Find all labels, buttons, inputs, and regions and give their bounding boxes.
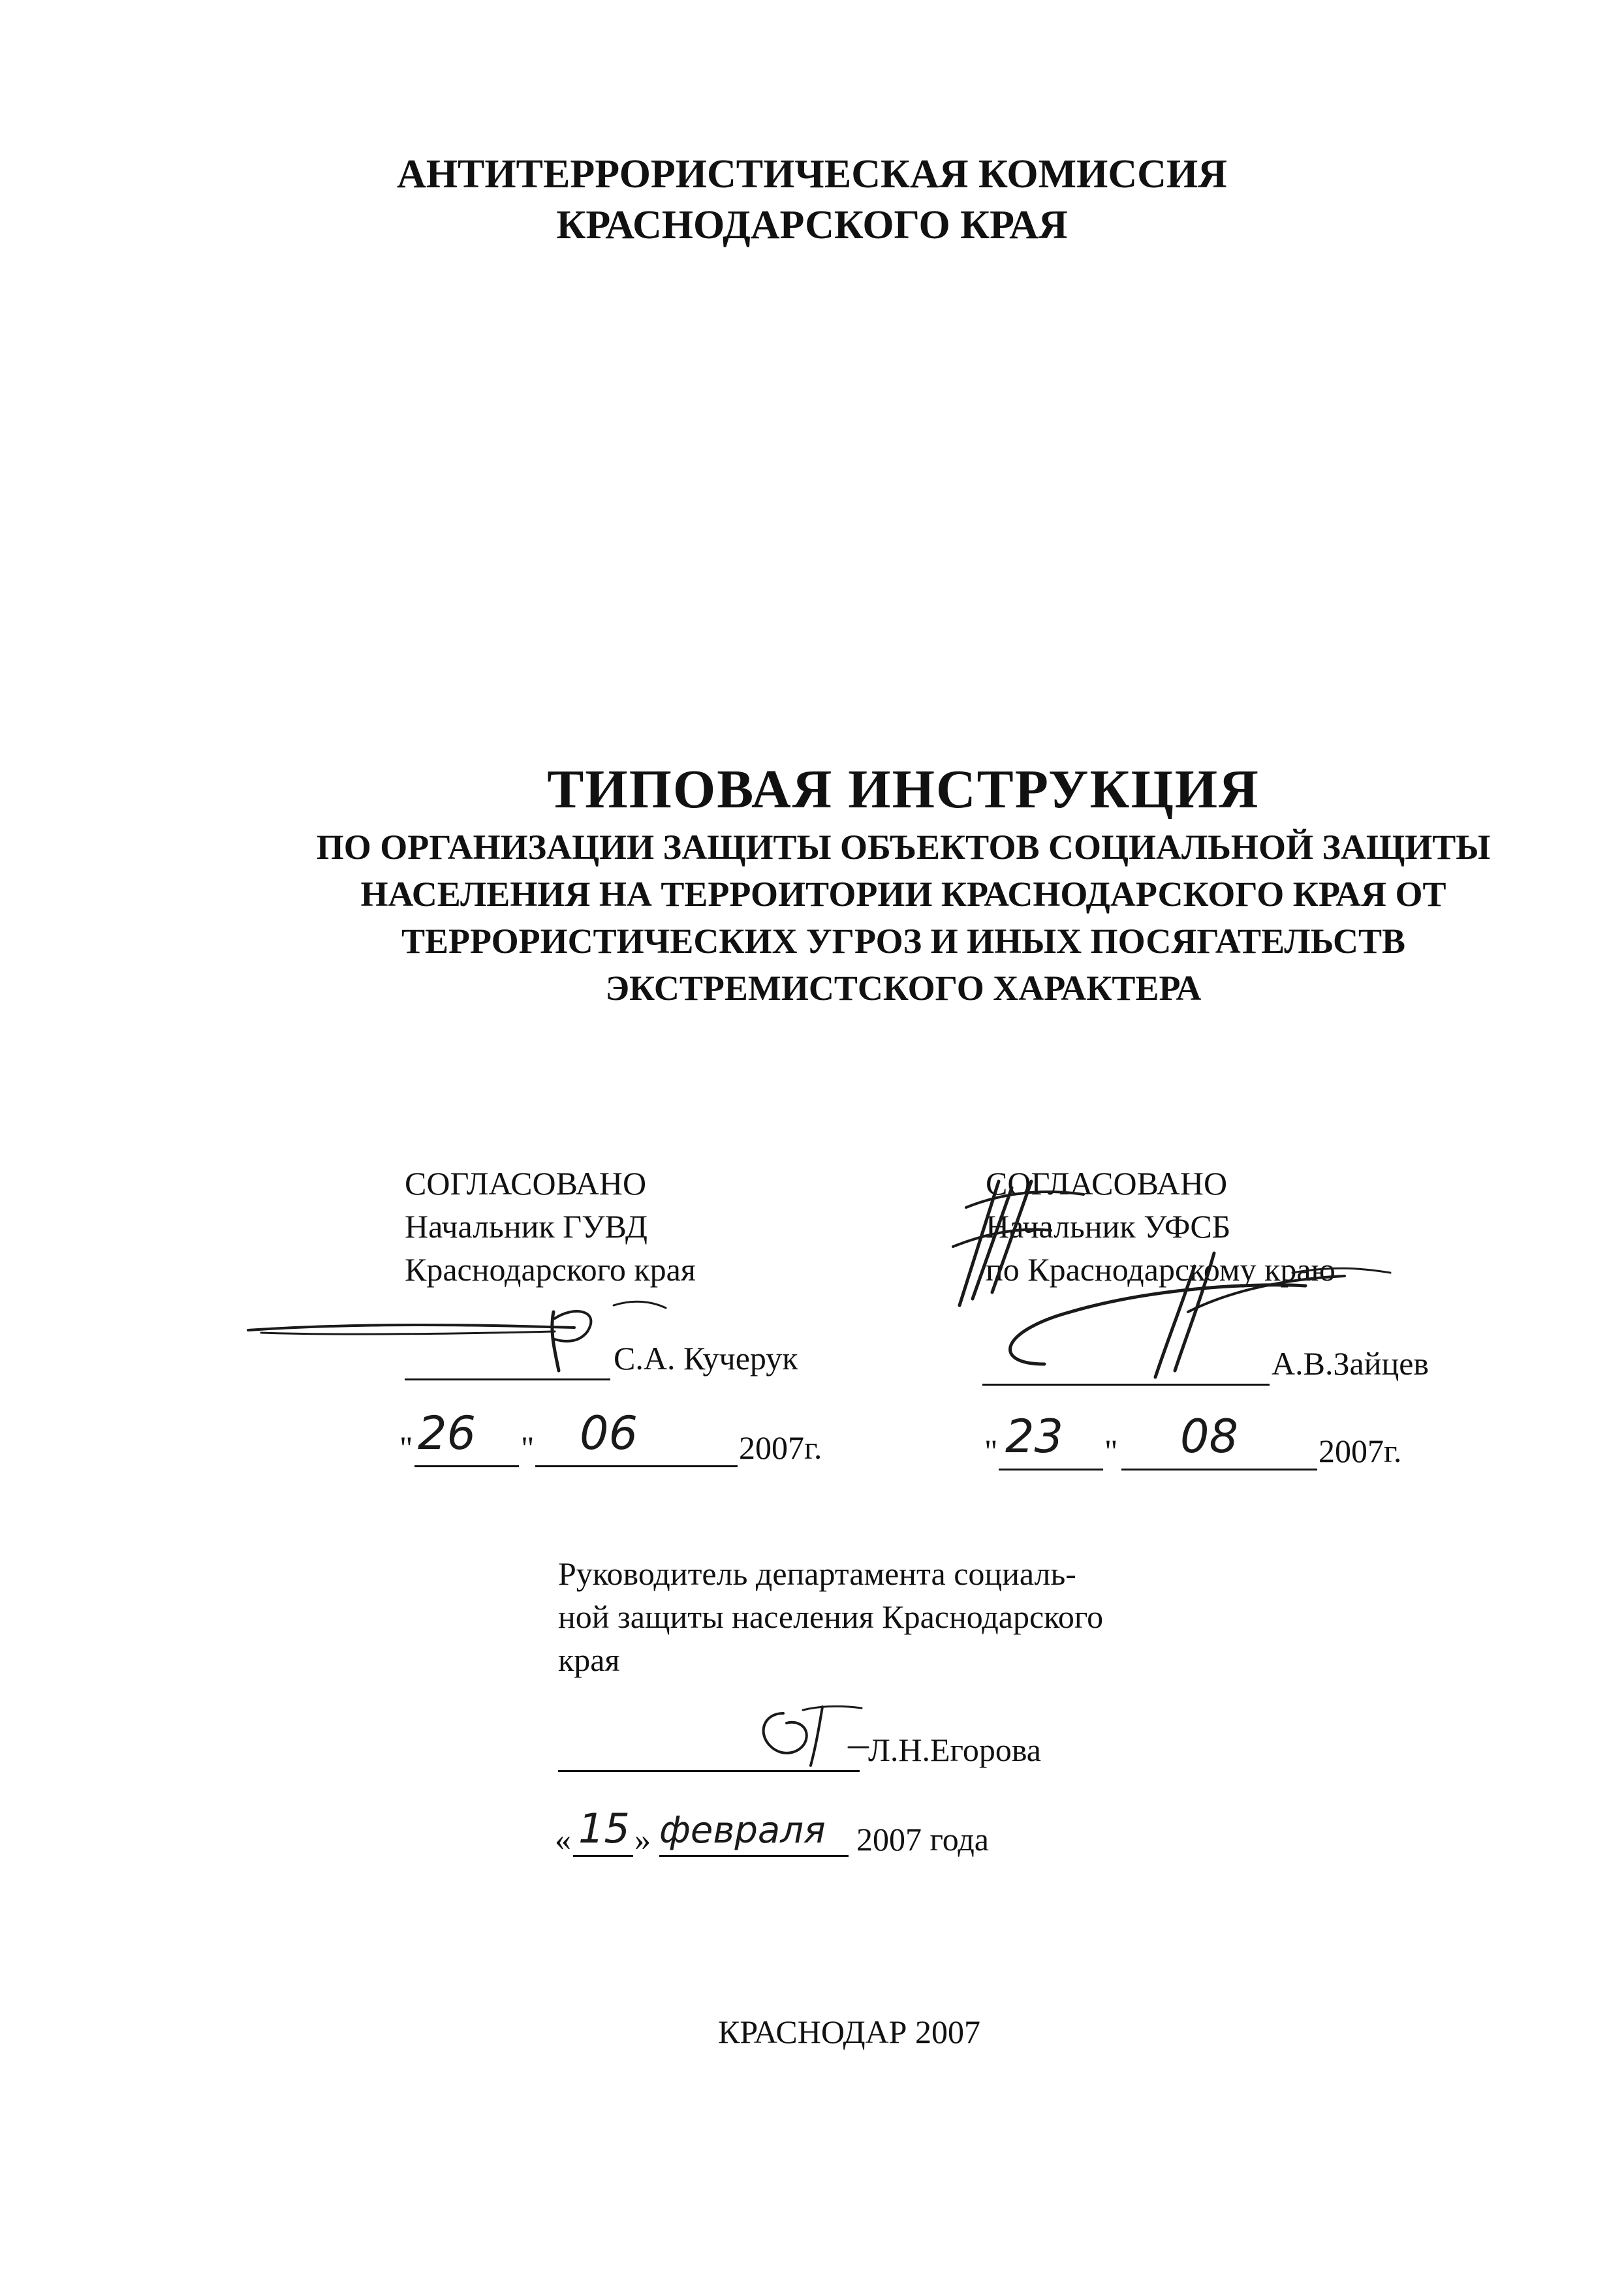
org-line-2: КРАСНОДАРСКОГО КРАЯ (556, 203, 1068, 247)
approval-block-left (405, 1162, 696, 1291)
subtitle-line-4: ЭКСТРЕМИСТСКОГО ХАРАКТЕРА (605, 969, 1202, 1008)
date-right-open-quote: " (984, 1433, 998, 1469)
approval-right-position-1: Начальник УФСБ (986, 1208, 1231, 1245)
approval-right-heading: СОГЛАСОВАНО (986, 1165, 1228, 1202)
signatory-name-left: С.А. Кучерук (614, 1340, 798, 1377)
date-left-year: 2007г. (739, 1429, 822, 1466)
footer-place-year: КРАСНОДАР 2007 (718, 2014, 980, 2050)
department-head-name: Л.Н.Егорова (868, 1732, 1041, 1768)
date-bottom-day-line (573, 1855, 633, 1857)
subtitle-line-1: ПО ОРГАНИЗАЦИИ ЗАЩИТЫ ОБЪЕКТОВ СОЦИАЛЬНОЙ ЗАЩИТЫ (316, 828, 1491, 867)
date-bottom-year: 2007 года (856, 1821, 989, 1858)
department-head-position-2: ной защиты населения Краснодарского (558, 1598, 1104, 1635)
date-left-day-handwritten: 26 (418, 1407, 476, 1460)
signature-egorova (751, 1700, 881, 1772)
org-line-1: АНТИТЕРРОРИСТИЧЕСКАЯ КОМИССИЯ (397, 152, 1227, 196)
title-main: ТИПОВАЯ ИНСТРУКЦИЯ (547, 759, 1260, 820)
department-head-position-3: края (558, 1641, 620, 1678)
document-subtitle (91, 824, 1624, 1012)
signature-kucheruk (248, 1279, 692, 1390)
date-bottom-open-quote: « (555, 1821, 571, 1858)
date-right-year: 2007г. (1319, 1433, 1402, 1469)
date-right-month-line (1121, 1469, 1317, 1470)
date-bottom-month-handwritten: февраля (659, 1809, 826, 1852)
approval-left-position-1: Начальник ГУВД (405, 1208, 648, 1245)
department-head-block (558, 1552, 1103, 1681)
date-bottom-close-quote: » (634, 1821, 651, 1858)
date-left-open-quote: " (399, 1429, 413, 1466)
date-bottom-day-handwritten: 15 (578, 1805, 630, 1852)
signature-zaitsev (940, 1168, 1436, 1403)
organization-header (0, 149, 1624, 251)
department-head-position-1: Руководитель департамента социаль- (558, 1555, 1076, 1592)
date-right-day-handwritten: 23 (1005, 1410, 1064, 1463)
date-right-close-quote: " (1104, 1433, 1118, 1469)
date-right-month-handwritten: 08 (1180, 1410, 1239, 1463)
date-right-day-line (999, 1469, 1103, 1470)
approval-left-heading: СОГЛАСОВАНО (405, 1165, 647, 1202)
document-title (91, 757, 1624, 822)
date-bottom-month-line (659, 1855, 849, 1857)
approval-right-position-2: по Краснодарскому краю (986, 1251, 1335, 1288)
date-left-month-line (535, 1465, 738, 1467)
approval-left-position-2: Краснодарского края (405, 1251, 696, 1288)
subtitle-line-2: НАСЕЛЕНИЯ НА ТЕРРОИТОРИИ КРАСНОДАРСКОГО КРАЯ ОТ (360, 875, 1446, 914)
date-left-month-handwritten: 06 (580, 1407, 638, 1460)
date-left-close-quote: " (521, 1429, 535, 1466)
date-left-day-line (414, 1465, 519, 1467)
signatory-name-right: А.В.Зайцев (1272, 1345, 1429, 1382)
subtitle-line-3: ТЕРРОРИСТИЧЕСКИХ УГРОЗ И ИНЫХ ПОСЯГАТЕЛЬСТВ (401, 922, 1406, 961)
